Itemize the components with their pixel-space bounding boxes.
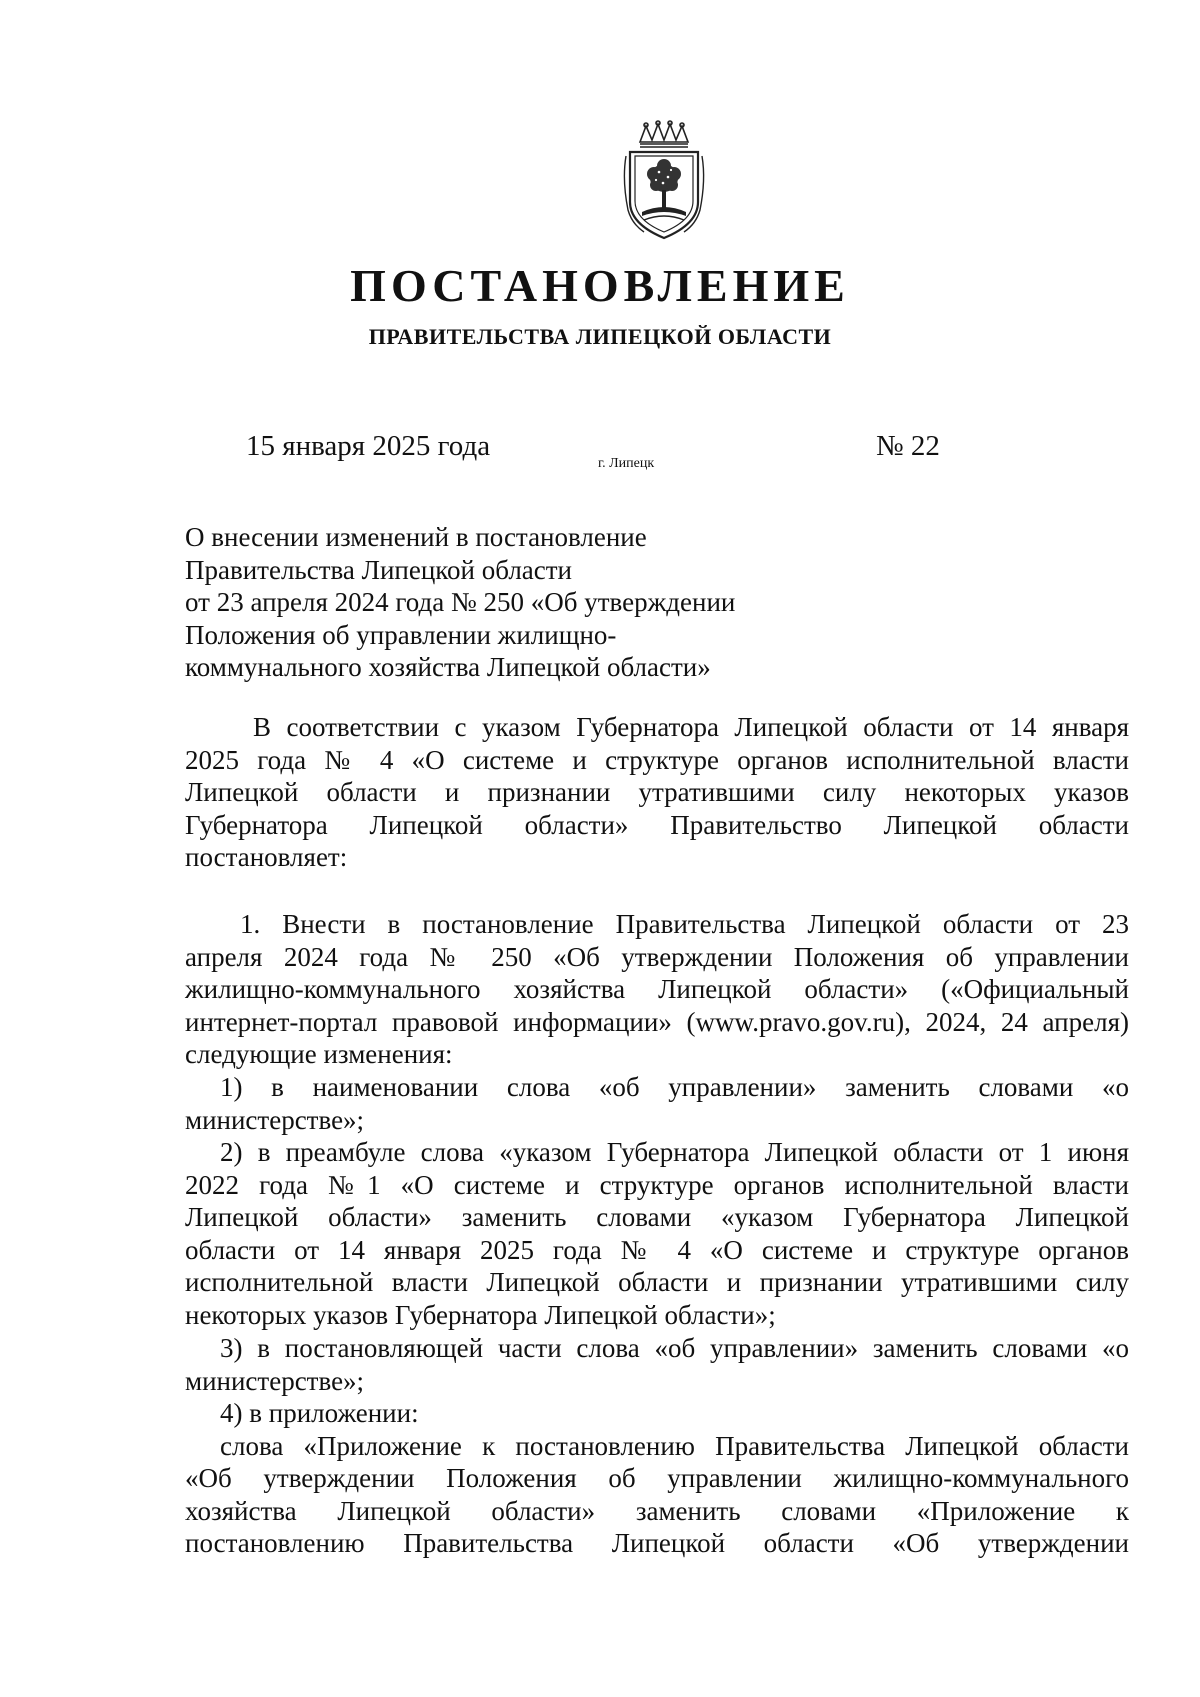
preamble-paragraph [185,711,1129,874]
text-line: 2) в преамбуле слова «указом Губернатора Липецкой области от 1 июня [220,1137,1129,1167]
text-line: министерстве»; [185,1104,365,1135]
text-line: жилищно-коммунального хозяйства Липецкой области» («Официальный [185,974,1129,1005]
text-line: интернет-портал правовой информации» (www.pravo.gov.ru), 2024, 24 апреля) [185,1006,1129,1037]
heading-line: от 23 апреля 2024 года № 250 «Об утверждении [185,587,736,617]
heading-line: Правительства Липецкой области [185,554,573,585]
text-line: 1) в наименовании слова «об управлении» заменить словами «о [220,1072,1129,1102]
text-line: Липецкой области и признании утратившими силу некоторых указов [185,777,1129,808]
coat-of-arms-emblem [618,120,710,244]
item-1-paragraph [185,1071,1129,1136]
document-title: ПОСТАНОВЛЕНИЕ [350,260,850,311]
document-heading [185,521,735,684]
text-line: апреля 2024 года № 250 «Об утверждении Положения об управлении [185,941,1129,972]
item-3-paragraph [185,1332,1129,1397]
text-line: «Об утверждении Положения об управлении жилищно-коммунального [185,1463,1129,1494]
text-line: министерстве»; [185,1365,365,1396]
text-line: исполнительной власти Липецкой области и признании утратившими силу [185,1267,1129,1298]
text-line: Губернатора Липецкой области» Правительство Липецкой области [185,809,1129,840]
clause-1-paragraph [185,908,1129,1071]
item-4-label: 4) в приложении: [220,1398,419,1428]
text-line: 2025 года № 4 «О системе и структуре органов исполнительной власти [185,744,1129,775]
text-line: постановлению Правительства Липецкой области «Об утверждении [185,1528,1129,1559]
text-line: хозяйства Липецкой области» заменить словами «Приложение к [185,1495,1129,1526]
heading-line: коммунального хозяйства Липецкой области» [185,652,711,682]
text-line: 3) в постановляющей части слова «об управлении» заменить словами «о [220,1333,1129,1363]
text-line: 2022 года №1 «О системе и структуре органов исполнительной власти [185,1169,1129,1200]
text-line: следующие изменения: [185,1039,453,1070]
text-line: области от 14 января 2025 года № 4 «О системе и структуре органов [185,1234,1129,1265]
document-date: 15 января 2025 года [246,430,491,462]
heading-line: О внесении изменений в постановление [185,522,647,552]
text-line: слова «Приложение к постановлению Правительства Липецкой области [220,1430,1129,1461]
text-line: Липецкой области» заменить словами «указом Губернатора Липецкой [185,1202,1129,1233]
document-subtitle: ПРАВИТЕЛЬСТВА ЛИПЕЦКОЙ ОБЛАСТИ [368,324,832,349]
item-2-paragraph [185,1136,1129,1332]
text-line: постановляет: [185,842,348,873]
text-line: В соответствии с указом Губернатора Липецкой области от 14 января [253,712,1129,742]
document-city: г. Липецк [598,456,655,471]
text-line: 1. Внести в постановление Правительства Липецкой области от 23 [240,909,1129,939]
document-number: № 22 [876,430,940,462]
item-4-paragraph [185,1397,1129,1560]
text-line: некоторых указов Губернатора Липецкой области»; [185,1299,776,1330]
heading-line: Положения об управлении жилищно- [185,619,617,650]
